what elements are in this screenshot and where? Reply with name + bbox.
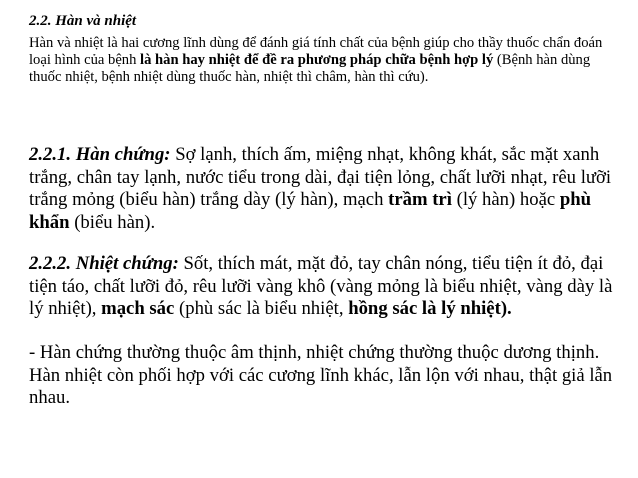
nhiet-chung-text-b: (phù sác là biểu nhiệt,	[174, 298, 349, 320]
han-chung-text-b: (lý hàn) hoặc	[451, 189, 560, 211]
intro-text-a: Hàn và nhiệt là hai cương lĩnh dùng để đánh giá tính chất của bệnh giúp cho thầy thuốc chẩn đoán loại hình của bệnh	[29, 35, 603, 69]
nhiet-chung-bold-2: hồng sác là lý nhiệt).	[348, 298, 512, 320]
han-chung-bold-2: phù khẩn	[29, 189, 592, 233]
nhiet-chung-bold-1: mạch sác	[101, 298, 175, 320]
han-chung-bold-1: trầm trì	[388, 189, 452, 211]
intro-text-b: (Bệnh hàn dùng thuốc nhiệt, bệnh nhiệt dùng thuốc hàn, nhiệt thì châm, hàn thì cứu).	[29, 52, 591, 86]
han-chung-heading: 2.2.1. Hàn chứng:	[29, 144, 171, 165]
han-chung-text-a: Sợ lạnh, thích ấm, miệng nhạt, không khát, sắc mặt xanh trắng, chân tay lạnh, nước tiểu trong dài, đại tiện lỏng, chất lưỡi nhạt, rêu lưỡi trắng mỏng (biểu hàn) trắng dày (lý hàn), mạch	[29, 144, 612, 211]
han-chung-paragraph	[29, 144, 619, 234]
nhiet-chung-paragraph	[29, 253, 619, 321]
intro-bold: là hàn hay nhiệt để đề ra phương pháp chữa bệnh hợp lý	[140, 52, 494, 69]
section-title: 2.2. Hàn và nhiệt	[29, 13, 137, 29]
han-chung-text-c: (biểu hàn).	[69, 211, 156, 233]
note-paragraph: - Hàn chứng thường thuộc âm thịnh, nhiệt chứng thường thuộc dương thịnh. Hàn nhiệt còn phối hợp với các cương lĩnh khác, lẫn lộn với nhau, thật giả lẫn nhau.	[29, 342, 613, 409]
nhiet-chung-text-a: Sốt, thích mát, mặt đỏ, tay chân nóng, tiểu tiện ít đỏ, đại tiện táo, chất lưỡi đỏ, rêu lưỡi vàng khô (vàng mỏng là biểu nhiệt, vàng dày là lý nhiệt),	[29, 253, 613, 320]
nhiet-chung-heading: 2.2.2. Nhiệt chứng:	[29, 253, 179, 274]
intro-paragraph	[29, 35, 619, 87]
